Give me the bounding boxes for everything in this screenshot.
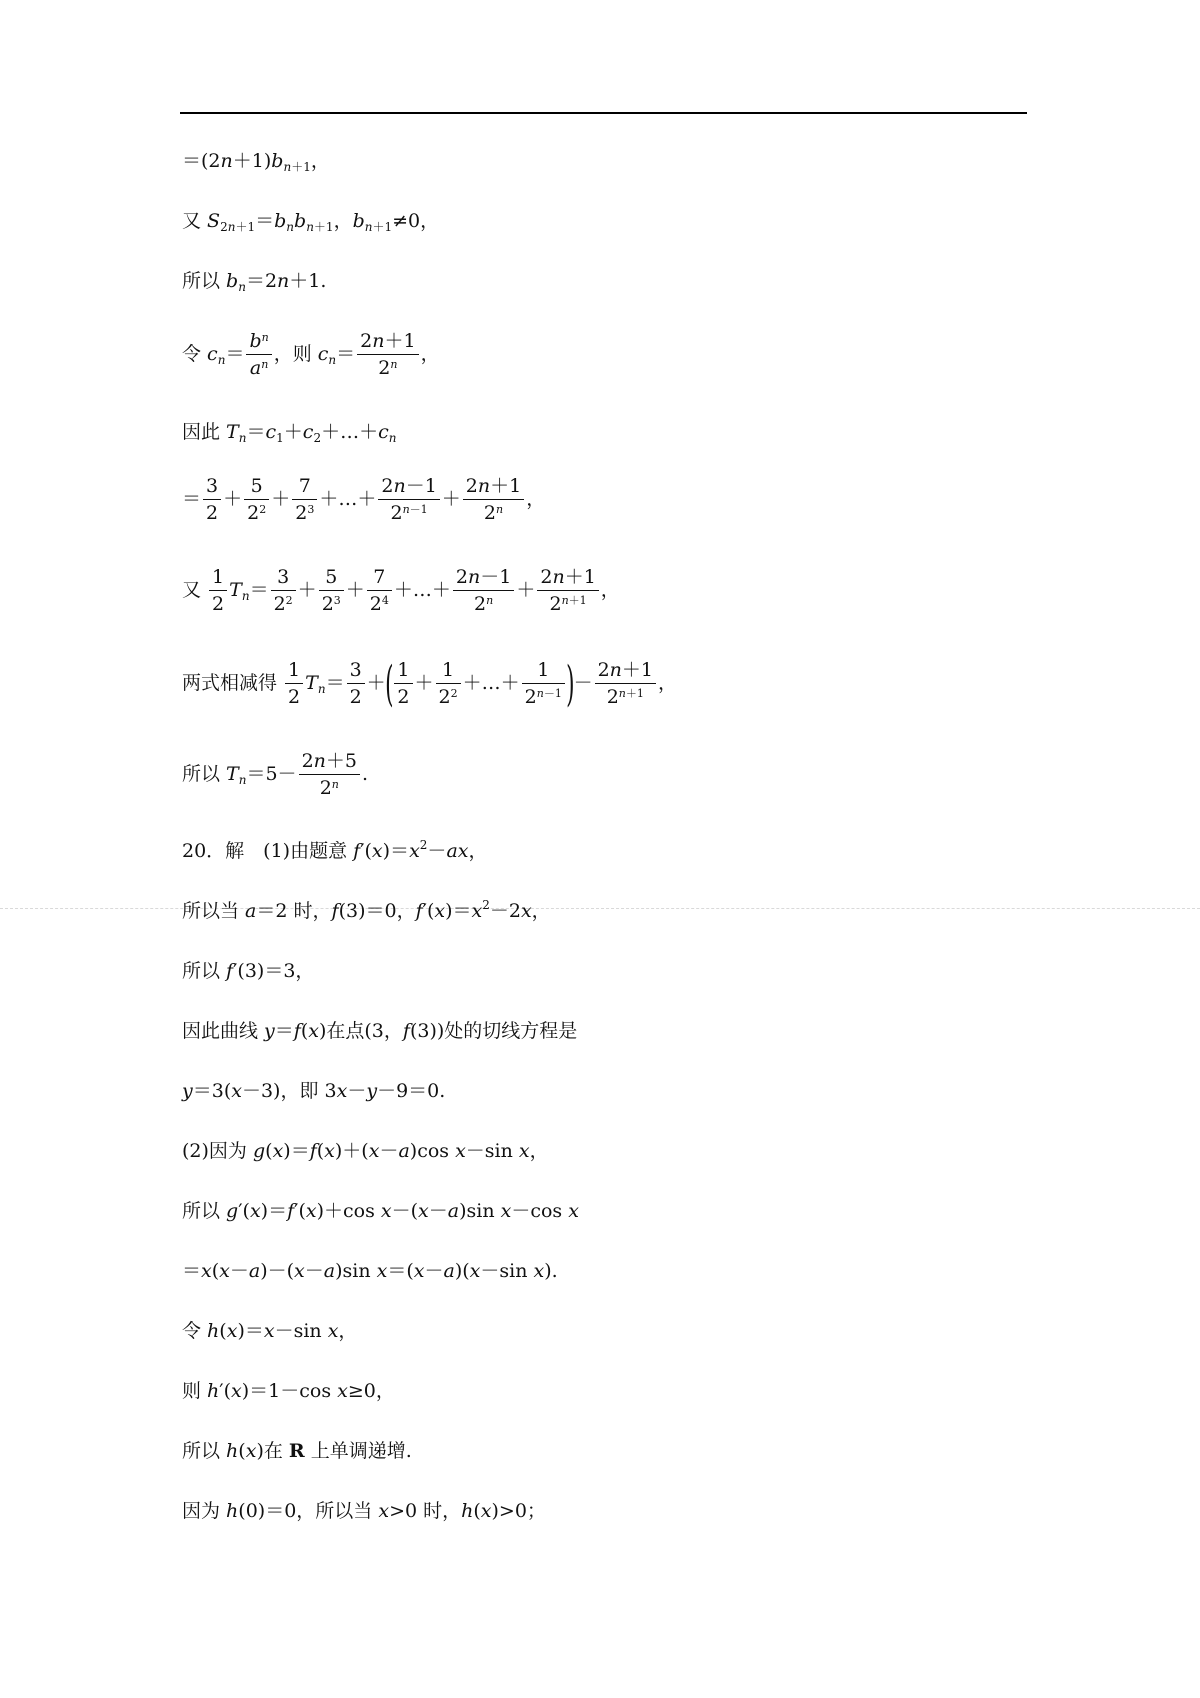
header-rule [180, 112, 1027, 114]
line-8: 两式相减得 $\frac{1}{2}$ $T_n=$ $\frac{3}{2}$ ＋( $\frac{1}{2}$ ＋ $\frac{1}{2^2}$ ＋…＋ $\frac{1}{2^{n-1}}$ )－ $\frac{2n+1}{2^{n+1}}$ ， [182, 656, 678, 712]
line-11: 所以当 a＝2 时，f(3)＝0，$f'(x)=x^2-2x$， [182, 898, 551, 922]
line-21: 因为 h(0)＝0，所以当 x>0 时，h(x)>0； [182, 1500, 546, 1522]
line-14: y＝3(x－3)，即 3x－y－9＝0. [182, 1080, 446, 1102]
line-16: 所以 g′(x)＝f′(x)＋cos x－(x－a)sin x－cos x [182, 1200, 579, 1222]
line-12: 所以 f′(3)＝3， [182, 960, 315, 982]
page-divider [0, 908, 1200, 909]
line-18: 令 h(x)＝x－sin x， [182, 1320, 358, 1342]
line-19: 则 h′(x)＝1－cos x≥0， [182, 1380, 395, 1402]
line-4: 令 $c_n=$ $\frac{b^n}{a^n}$ ，则 $c_n=$ $\frac{2n+1}{2^n}$ ， [182, 330, 440, 379]
line-2: 又 $S_{2n+1}=b_nb_{n+1}$，$b_{n+1}\ne 0$， [182, 210, 440, 234]
line-17: ＝x(x－a)－(x－a)sin x＝(x－a)(x－sin x). [182, 1260, 558, 1282]
line-10: 20．解 (1)由题意 $f'(x)=x^2-ax$， [182, 838, 488, 862]
line-6: ＝ $\frac{3}{2}$ ＋ $\frac{5}{2^2}$ ＋ $\frac{7}{2^3}$ ＋…＋ $\frac{2n-1}{2^{n-1}}$ ＋ $\frac{2n+1}{2^n}$ ， [182, 475, 546, 524]
line-9: 所以 $T_n=5-$ $\frac{2n+5}{2^n}$ . [182, 750, 369, 799]
line-13: 因此曲线 y＝f(x)在点(3，f(3))处的切线方程是 [182, 1020, 578, 1042]
line-1: $=(2n+1)b_{n+1}$， [182, 150, 330, 174]
line-3: 所以 $b_n=2n+1$. [182, 270, 327, 294]
line-15: (2)因为 g(x)＝f(x)＋(x－a)cos x－sin x， [182, 1140, 549, 1162]
line-5: 因此 $T_n=c_1+c_2+\dots+c_n$ [182, 421, 397, 445]
line-7: 又 $\frac{1}{2}$ $T_n=$ $\frac{3}{2^2}$ ＋ $\frac{5}{2^3}$ ＋ $\frac{7}{2^4}$ ＋…＋ $\frac{2n-1}{2^n}$ ＋ $\frac{2n+1}{2^{n+1}}$ ， [182, 566, 620, 615]
line-20: 所以 h(x)在 R 上单调递增. [182, 1440, 412, 1462]
